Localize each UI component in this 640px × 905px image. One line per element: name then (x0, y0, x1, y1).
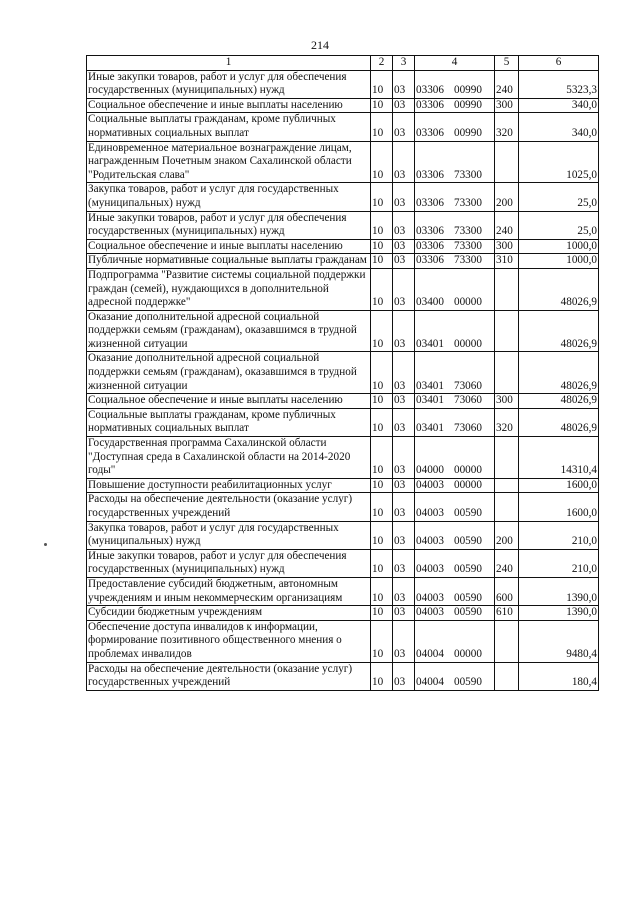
row-target-code (415, 254, 495, 269)
row-section: 10 (371, 549, 393, 577)
row-target-code-a: 03306 (416, 84, 444, 97)
row-expense-type (495, 478, 519, 493)
row-subsection: 03 (393, 521, 415, 549)
row-target-code-a: 04003 (416, 563, 444, 576)
row-name: Закупка товаров, работ и услуг для государственных (муниципальных) нужд (87, 521, 371, 549)
row-name: Социальные выплаты гражданам, кроме публичных нормативных социальных выплат (87, 408, 371, 436)
row-expense-type: 300 (495, 239, 519, 254)
row-target-code-b: 73300 (453, 168, 482, 181)
row-subsection: 03 (393, 620, 415, 662)
row-subsection: 03 (393, 239, 415, 254)
row-amount: 1600,0 (519, 493, 599, 521)
table-row (87, 577, 599, 605)
row-target-code-b: 73300 (453, 239, 482, 252)
row-target-code (415, 408, 495, 436)
table-row (87, 408, 599, 436)
row-target-code-b: 00590 (453, 676, 482, 689)
row-target-code-a: 03401 (416, 337, 444, 350)
row-target-code-b: 00590 (453, 606, 482, 619)
header-col-1: 1 (87, 56, 371, 71)
row-target-code-a: 03400 (416, 296, 444, 309)
row-subsection: 03 (393, 606, 415, 621)
row-target-code-a: 03306 (416, 98, 444, 111)
table-row (87, 521, 599, 549)
row-expense-type: 610 (495, 606, 519, 621)
row-subsection: 03 (393, 577, 415, 605)
row-subsection: 03 (393, 254, 415, 269)
row-target-code (415, 352, 495, 394)
row-name: Иные закупки товаров, работ и услуг для обеспечения государственных (муниципальных) нужд (87, 549, 371, 577)
row-name: Иные закупки товаров, работ и услуг для обеспечения государственных (муниципальных) нужд (87, 211, 371, 239)
table-row (87, 662, 599, 690)
row-name: Обеспечение доступа инвалидов к информации, формирование позитивного общественного мнения о проблемах инвалидов (87, 620, 371, 662)
row-section: 10 (371, 268, 393, 310)
row-section: 10 (371, 310, 393, 352)
row-target-code (415, 577, 495, 605)
row-name: Государственная программа Сахалинской области "Доступная среда в Сахалинской области на 2014-2020 годы" (87, 437, 371, 479)
table-row (87, 310, 599, 352)
table-row (87, 211, 599, 239)
row-target-code-b: 00590 (453, 535, 482, 548)
row-amount: 48026,9 (519, 352, 599, 394)
row-subsection: 03 (393, 211, 415, 239)
row-name: Расходы на обеспечение деятельности (оказание услуг) государственных учреждений (87, 662, 371, 690)
row-name: Публичные нормативные социальные выплаты гражданам (87, 254, 371, 269)
table-row (87, 70, 599, 98)
table-row (87, 394, 599, 409)
row-target-code (415, 620, 495, 662)
row-target-code-b: 73060 (453, 394, 482, 407)
row-section: 10 (371, 521, 393, 549)
row-target-code (415, 437, 495, 479)
row-name: Оказание дополнительной адресной социальной поддержки семьям (гражданам), оказавшимся в трудной жизненной ситуации (87, 352, 371, 394)
row-target-code-a: 04004 (416, 676, 444, 689)
row-expense-type: 300 (495, 98, 519, 113)
row-name: Субсидии бюджетным учреждениям (87, 606, 371, 621)
row-section: 10 (371, 141, 393, 183)
row-target-code (415, 239, 495, 254)
table-row (87, 606, 599, 621)
row-target-code (415, 183, 495, 211)
table-row (87, 268, 599, 310)
header-col-6: 6 (519, 56, 599, 71)
row-target-code (415, 310, 495, 352)
row-target-code (415, 606, 495, 621)
row-target-code-b: 73300 (453, 254, 482, 267)
row-name: Оказание дополнительной адресной социальной поддержки семьям (гражданам), оказавшимся в трудной жизненной ситуации (87, 310, 371, 352)
row-expense-type (495, 493, 519, 521)
row-target-code (415, 113, 495, 141)
row-target-code (415, 98, 495, 113)
row-section: 10 (371, 606, 393, 621)
row-subsection: 03 (393, 493, 415, 521)
row-amount: 1390,0 (519, 577, 599, 605)
row-target-code-a: 04000 (416, 464, 444, 477)
row-target-code-b: 73060 (453, 422, 482, 435)
row-expense-type: 240 (495, 211, 519, 239)
row-target-code (415, 662, 495, 690)
row-name: Повышение доступности реабилитационных услуг (87, 478, 371, 493)
row-target-code-a: 03306 (416, 196, 444, 209)
row-section: 10 (371, 620, 393, 662)
row-amount: 14310,4 (519, 437, 599, 479)
row-target-code (415, 268, 495, 310)
row-target-code-a: 03306 (416, 239, 444, 252)
table-row (87, 239, 599, 254)
header-col-4: 4 (415, 56, 495, 71)
row-name: Социальное обеспечение и иные выплаты населению (87, 98, 371, 113)
row-section: 10 (371, 113, 393, 141)
row-section: 10 (371, 662, 393, 690)
row-expense-type: 320 (495, 408, 519, 436)
row-amount: 48026,9 (519, 394, 599, 409)
row-section: 10 (371, 183, 393, 211)
row-target-code (415, 70, 495, 98)
row-expense-type (495, 141, 519, 183)
row-subsection: 03 (393, 268, 415, 310)
row-subsection: 03 (393, 183, 415, 211)
row-section: 10 (371, 493, 393, 521)
row-target-code-a: 04004 (416, 647, 444, 660)
row-target-code-b: 73300 (453, 225, 482, 238)
row-section: 10 (371, 408, 393, 436)
row-subsection: 03 (393, 70, 415, 98)
row-amount: 1000,0 (519, 254, 599, 269)
row-name: Расходы на обеспечение деятельности (оказание услуг) государственных учреждений (87, 493, 371, 521)
row-target-code-b: 00000 (453, 464, 482, 477)
table-row (87, 549, 599, 577)
table-row (87, 620, 599, 662)
row-amount: 1390,0 (519, 606, 599, 621)
row-amount: 48026,9 (519, 268, 599, 310)
row-amount: 25,0 (519, 211, 599, 239)
row-name: Социальное обеспечение и иные выплаты населению (87, 394, 371, 409)
table-row (87, 493, 599, 521)
row-target-code-b: 00000 (453, 478, 482, 491)
row-section: 10 (371, 98, 393, 113)
row-amount: 9480,4 (519, 620, 599, 662)
row-amount: 5323,3 (519, 70, 599, 98)
header-row (87, 56, 599, 71)
row-target-code-a: 04003 (416, 606, 444, 619)
row-name: Единовременное материальное вознаграждение лицам, награжденным Почетным знаком Сахалинской области "Родительская слава" (87, 141, 371, 183)
row-section: 10 (371, 394, 393, 409)
row-target-code-a: 04003 (416, 591, 444, 604)
row-target-code-a: 03306 (416, 168, 444, 181)
row-expense-type: 320 (495, 113, 519, 141)
header-col-5: 5 (495, 56, 519, 71)
row-section: 10 (371, 239, 393, 254)
row-amount: 48026,9 (519, 310, 599, 352)
row-name: Закупка товаров, работ и услуг для государственных (муниципальных) нужд (87, 183, 371, 211)
row-target-code-b: 00000 (453, 337, 482, 350)
row-target-code (415, 478, 495, 493)
row-subsection: 03 (393, 98, 415, 113)
row-target-code-a: 03306 (416, 126, 444, 139)
row-expense-type: 310 (495, 254, 519, 269)
table-row (87, 98, 599, 113)
budget-table (86, 55, 599, 691)
row-target-code (415, 211, 495, 239)
row-subsection: 03 (393, 437, 415, 479)
header-col-3: 3 (393, 56, 415, 71)
header-col-2: 2 (371, 56, 393, 71)
row-subsection: 03 (393, 549, 415, 577)
row-subsection: 03 (393, 478, 415, 493)
table-row (87, 254, 599, 269)
row-section: 10 (371, 352, 393, 394)
row-target-code-b: 73300 (453, 196, 482, 209)
row-expense-type (495, 620, 519, 662)
row-expense-type (495, 352, 519, 394)
row-target-code (415, 394, 495, 409)
row-amount: 180,4 (519, 662, 599, 690)
row-subsection: 03 (393, 394, 415, 409)
table-row (87, 183, 599, 211)
row-amount: 1600,0 (519, 478, 599, 493)
row-target-code-a: 03401 (416, 379, 444, 392)
row-subsection: 03 (393, 141, 415, 183)
row-amount: 1025,0 (519, 141, 599, 183)
row-subsection: 03 (393, 310, 415, 352)
row-expense-type (495, 437, 519, 479)
table-row (87, 478, 599, 493)
row-target-code-b: 00590 (453, 563, 482, 576)
row-section: 10 (371, 70, 393, 98)
row-target-code (415, 521, 495, 549)
table-row (87, 113, 599, 141)
row-section: 10 (371, 577, 393, 605)
row-target-code-b: 00000 (453, 296, 482, 309)
row-name: Социальные выплаты гражданам, кроме публичных нормативных социальных выплат (87, 113, 371, 141)
row-target-code-b: 00590 (453, 591, 482, 604)
row-target-code-a: 03306 (416, 254, 444, 267)
row-section: 10 (371, 254, 393, 269)
row-subsection: 03 (393, 662, 415, 690)
row-target-code-b: 00990 (453, 98, 482, 111)
row-target-code (415, 141, 495, 183)
page-number: 214 (311, 38, 329, 52)
row-expense-type: 200 (495, 183, 519, 211)
row-amount: 210,0 (519, 549, 599, 577)
row-expense-type: 240 (495, 549, 519, 577)
table-row (87, 141, 599, 183)
row-target-code-a: 04003 (416, 478, 444, 491)
row-amount: 1000,0 (519, 239, 599, 254)
row-name: Социальное обеспечение и иные выплаты населению (87, 239, 371, 254)
row-target-code-b: 00590 (453, 507, 482, 519)
row-expense-type: 200 (495, 521, 519, 549)
row-target-code-a: 03306 (416, 225, 444, 238)
row-name: Подпрограмма "Развитие системы социальной поддержки граждан (семей), нуждающихся в дополнительной адресной поддержке" (87, 268, 371, 310)
row-amount: 25,0 (519, 183, 599, 211)
row-expense-type (495, 268, 519, 310)
row-target-code-b: 00990 (453, 84, 482, 97)
row-name: Предоставление субсидий бюджетным, автономным учреждениям и иным некоммерческим организациям (87, 577, 371, 605)
row-section: 10 (371, 478, 393, 493)
row-name: Иные закупки товаров, работ и услуг для обеспечения государственных (муниципальных) нужд (87, 70, 371, 98)
row-subsection: 03 (393, 113, 415, 141)
table-row (87, 437, 599, 479)
row-amount: 340,0 (519, 113, 599, 141)
row-target-code (415, 549, 495, 577)
row-subsection: 03 (393, 352, 415, 394)
row-expense-type: 240 (495, 70, 519, 98)
row-target-code (415, 493, 495, 521)
row-target-code-a: 04003 (416, 507, 444, 519)
row-section: 10 (371, 211, 393, 239)
table-row (87, 352, 599, 394)
row-target-code-b: 73060 (453, 379, 482, 392)
row-expense-type (495, 310, 519, 352)
row-subsection: 03 (393, 408, 415, 436)
row-amount: 48026,9 (519, 408, 599, 436)
row-expense-type (495, 662, 519, 690)
row-expense-type: 300 (495, 394, 519, 409)
row-section: 10 (371, 437, 393, 479)
row-target-code-a: 03401 (416, 422, 444, 435)
row-target-code-a: 03401 (416, 394, 444, 407)
scan-dot (44, 543, 47, 546)
row-expense-type: 600 (495, 577, 519, 605)
row-target-code-b: 00990 (453, 126, 482, 139)
row-amount: 340,0 (519, 98, 599, 113)
row-amount: 210,0 (519, 521, 599, 549)
row-target-code-a: 04003 (416, 535, 444, 548)
row-target-code-b: 00000 (453, 647, 482, 660)
